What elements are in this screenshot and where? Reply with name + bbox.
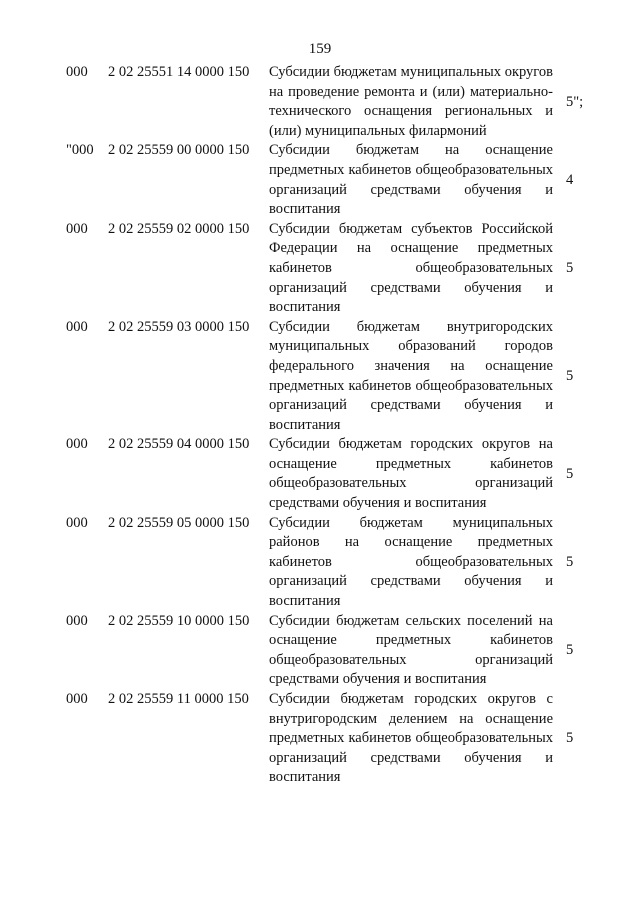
budget-classification-code: 2 02 25559 11 0000 150 bbox=[108, 691, 249, 707]
budget-classification-code: 2 02 25559 00 0000 150 bbox=[108, 142, 250, 159]
budget-classification-code: 2 02 25551 14 0000 150 bbox=[108, 64, 250, 80]
standard-value: 5 bbox=[566, 465, 574, 482]
revenue-name: Субсидии бюджетам субъектов Российской Федерации на оснащение предметных кабинетов общеобразовательных организаций средствами обучения и воспитания bbox=[269, 220, 553, 316]
standard-value: 5 bbox=[566, 554, 574, 571]
standard-value: 5 bbox=[566, 260, 574, 277]
admin-code: 000 bbox=[66, 64, 88, 80]
table-row bbox=[0, 318, 640, 436]
revenue-name: Субсидии бюджетам городских округов с внутригородским делением на оснащение предметных кабинетов общеобразовательных организаций средствами обучения и воспитания bbox=[269, 691, 553, 786]
table-row bbox=[0, 612, 640, 690]
admin-code: "000 bbox=[66, 142, 94, 159]
revenue-name: Субсидии бюджетам на оснащение предметных кабинетов общеобразовательных организаций средствами обучения и воспитания bbox=[269, 142, 553, 218]
table-row bbox=[0, 63, 640, 141]
admin-code: 000 bbox=[66, 436, 88, 453]
budget-code-table bbox=[0, 63, 640, 788]
budget-classification-code: 2 02 25559 05 0000 150 bbox=[108, 514, 250, 531]
standard-value: 5 bbox=[566, 368, 574, 384]
admin-code: 000 bbox=[66, 318, 88, 335]
standard-value: 5 bbox=[566, 730, 574, 747]
budget-classification-code: 2 02 25559 04 0000 150 bbox=[108, 436, 250, 453]
admin-code: 000 bbox=[66, 514, 88, 531]
admin-code: 000 bbox=[66, 220, 88, 237]
revenue-name: Субсидии бюджетам муниципальных округов на проведение ремонта и (или) материально-технического оснащения региональных и (или) муниципальных филармоний bbox=[269, 64, 553, 139]
revenue-name: Субсидии бюджетам муниципальных районов на оснащение предметных кабинетов общеобразовательных организаций средствами обучения и воспитания bbox=[269, 514, 553, 610]
budget-classification-code: 2 02 25559 10 0000 150 bbox=[108, 612, 250, 629]
table-row bbox=[0, 220, 640, 318]
admin-code: 000 bbox=[66, 691, 88, 707]
table-row bbox=[0, 690, 640, 788]
table-row bbox=[0, 514, 640, 612]
revenue-name: Субсидии бюджетам внутригородских муниципальных образований городов федерального значения на оснащение предметных кабинетов общеобразовательных организаций средствами обучения и воспитания bbox=[269, 318, 553, 433]
budget-classification-code: 2 02 25559 03 0000 150 bbox=[108, 318, 250, 335]
standard-value: 5 bbox=[566, 642, 574, 659]
table-row bbox=[0, 435, 640, 513]
admin-code: 000 bbox=[66, 612, 88, 629]
standard-value: 5"; bbox=[566, 93, 584, 110]
revenue-name: Субсидии бюджетам городских округов на оснащение предметных кабинетов общеобразовательных организаций средствами обучения и воспитания bbox=[269, 436, 553, 512]
budget-classification-code: 2 02 25559 02 0000 150 bbox=[108, 220, 250, 237]
table-row bbox=[0, 141, 640, 219]
standard-value: 4 bbox=[566, 172, 574, 189]
revenue-name: Субсидии бюджетам сельских поселений на оснащение предметных кабинетов общеобразовательных организаций средствами обучения и воспитания bbox=[269, 612, 553, 688]
page-number: 159 bbox=[308, 41, 332, 57]
